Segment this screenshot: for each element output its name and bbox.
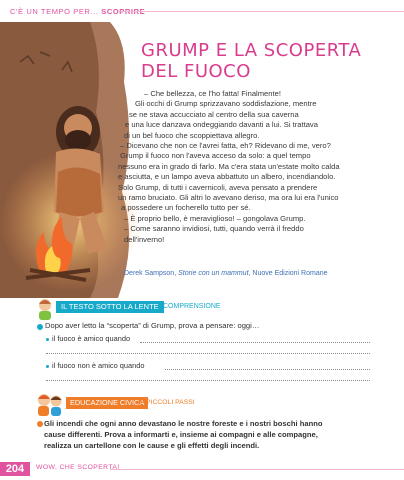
task-prompt: Dopo aver letto la “scoperta” di Grump, prova a pensare: oggi…	[45, 321, 260, 330]
story-line: Grump il fuoco non l'aveva acceso da solo: a quel tempo	[120, 151, 311, 161]
story-line: Gli occhi di Grump sprizzavano soddisfazione, mentre	[135, 99, 317, 109]
page-number: 204	[0, 462, 30, 476]
story-text	[118, 89, 404, 245]
section-subtag: A PICCOLI PASSI	[140, 399, 195, 406]
answer-line[interactable]	[165, 369, 370, 370]
answer-line[interactable]	[46, 353, 370, 354]
section-breadcrumb: C'È UN TEMPO PER... SCOPRIRE	[10, 7, 146, 16]
header-rule	[118, 11, 404, 12]
section-subtag: COMPRENSIONE	[163, 303, 221, 310]
story-line: e una luce danzava ondeggiando davanti a lui. Si trattava	[125, 120, 318, 130]
story-line: un ramo bruciato. Gli altri lo avevano deriso, ma ora lui era l'unico	[118, 193, 339, 203]
task-item-1: il fuoco è amico quando	[52, 334, 131, 343]
answer-line[interactable]	[46, 380, 370, 381]
task-item-2: il fuoco non è amico quando	[52, 361, 145, 370]
story-line: – Che bellezza, ce l'ho fatta! Finalmente!	[144, 89, 281, 98]
footer-label: WOW, CHE SCOPERTA!	[36, 464, 120, 471]
bullet-icon	[46, 365, 49, 368]
title-line-1: GRUMP E LA SCOPERTA	[141, 40, 362, 61]
story-credit: Derek Sampson, Storie con un mammut, Nuove Edizioni Romane	[124, 270, 328, 277]
story-title	[141, 40, 361, 82]
story-line: – Come saranno invidiosi, tutti, quando verrà il freddo	[124, 224, 304, 234]
children-icon	[36, 392, 64, 416]
section-tag: IL TESTO SOTTO LA LENTE	[56, 301, 164, 313]
footer-rule	[110, 469, 404, 470]
bullet-icon	[46, 338, 49, 341]
student-icon	[36, 298, 54, 320]
section-tag: EDUCAZIONE CIVICA	[66, 397, 148, 409]
story-line: Solo Grump, di tutti i cavernicoli, aveva pensato a prendere	[118, 182, 318, 192]
story-line: di un bel fuoco che scoppiettava allegro.	[124, 130, 260, 140]
answer-line[interactable]	[140, 342, 370, 343]
civic-line: Gli incendi che ogni anno devastano le nostre foreste e i nostri boschi hanno	[44, 419, 323, 428]
page-footer	[0, 459, 404, 480]
story-line: dell'inverno!	[124, 234, 165, 244]
civic-task	[44, 418, 374, 451]
civic-line: cause differenti. Prova a informarti e, insieme ai compagni e alle compagne,	[44, 430, 318, 439]
story-line: – Dicevano che non ce l'avrei fatta, eh? Ridevano di me, vero?	[120, 141, 331, 151]
story-line: se ne stava accucciato al centro della sua caverna	[129, 109, 299, 119]
bullet-icon	[37, 324, 43, 330]
story-line: e asciutta, e un lampo aveva abbattuto un albero, incendiandolo.	[118, 172, 336, 182]
title-line-2: DEL FUOCO	[141, 61, 251, 82]
story-line: – È proprio bello, è meraviglioso! – gongolava Grump.	[124, 213, 306, 223]
bullet-icon	[37, 421, 43, 427]
civic-line: realizza un cartellone con le cause e gli effetti degli incendi.	[44, 441, 260, 450]
story-line: nessuno era in grado di farlo. Ma c'era stata un'estate molto calda	[118, 161, 340, 171]
story-line: a possedere un focherello tutto per sé.	[121, 203, 251, 213]
